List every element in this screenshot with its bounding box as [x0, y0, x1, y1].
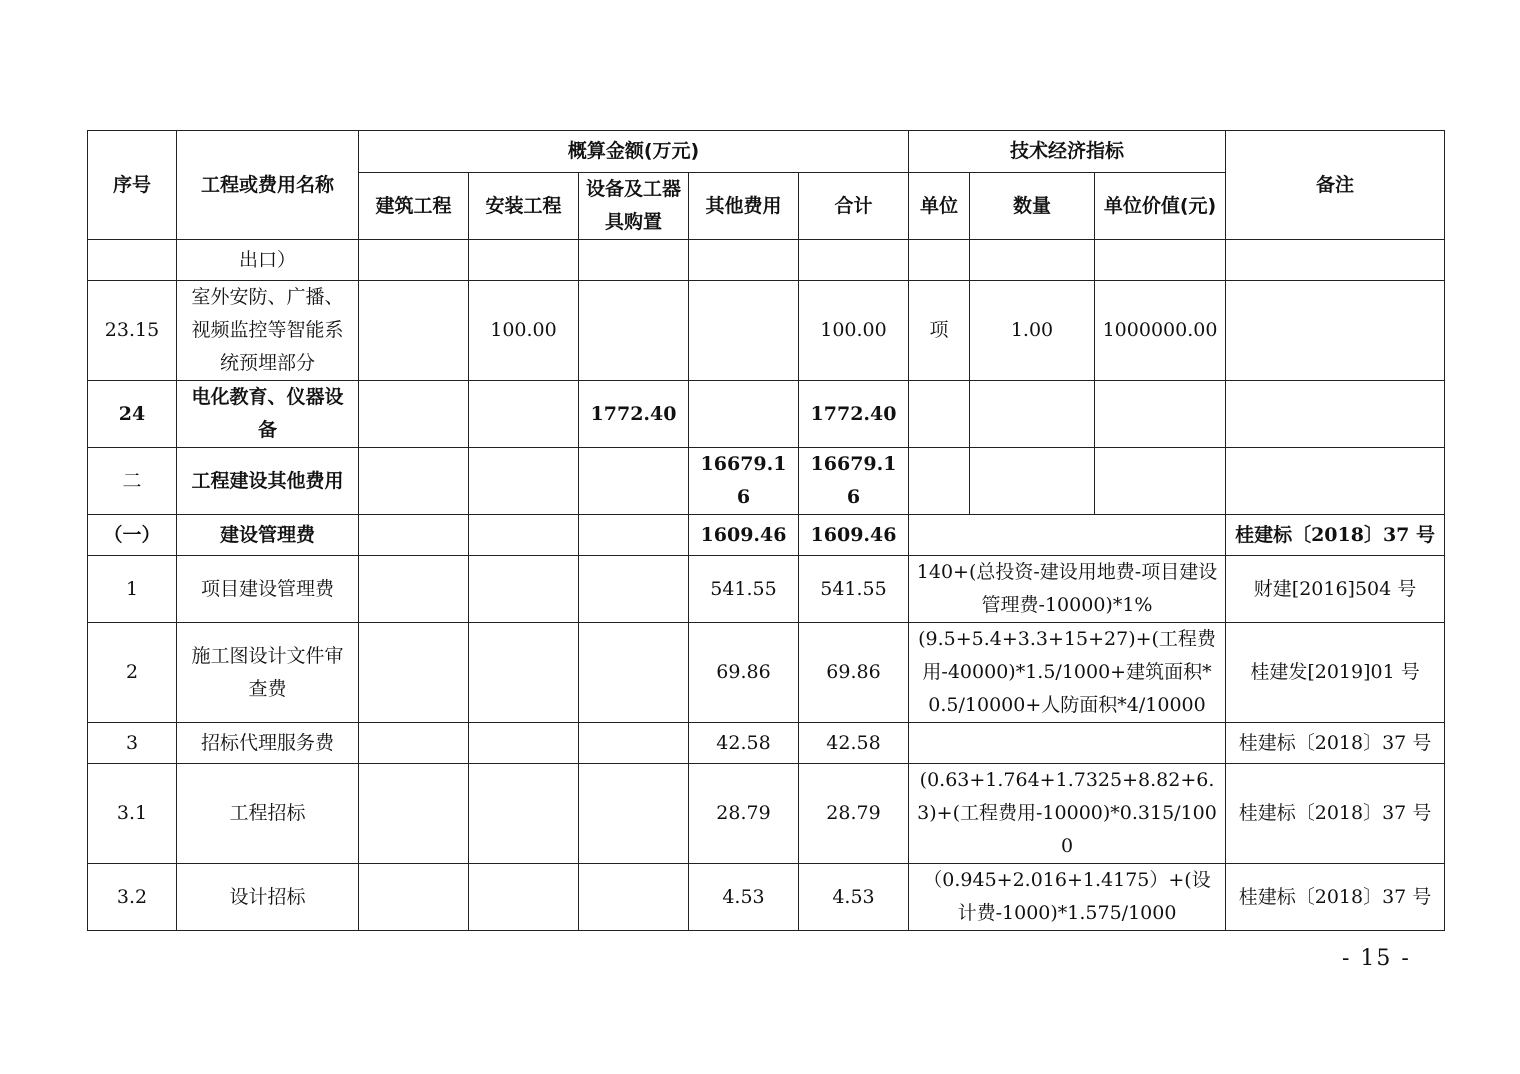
- table-row: [88, 381, 1445, 448]
- cell-remark: [1226, 381, 1445, 448]
- budget-table: [87, 130, 1445, 931]
- cell-name: 建设管理费: [177, 515, 359, 556]
- cell-total: 69.86: [799, 623, 909, 723]
- cell-name: 电化教育、仪器设备: [177, 381, 359, 448]
- cell-construction: [359, 448, 469, 515]
- header-remark: 备注: [1226, 131, 1445, 240]
- cell-name: 招标代理服务费: [177, 723, 359, 764]
- cell-other: 16679.16: [689, 448, 799, 515]
- cell-seq: 2: [88, 623, 177, 723]
- cell-name: 项目建设管理费: [177, 556, 359, 623]
- cell-construction: [359, 281, 469, 381]
- header-construction: 建筑工程: [359, 173, 469, 240]
- cell-seq: [88, 240, 177, 281]
- cell-construction: [359, 723, 469, 764]
- cell-seq: 二: [88, 448, 177, 515]
- cell-quantity: [970, 381, 1095, 448]
- cell-unit-value: 1000000.00: [1095, 281, 1226, 381]
- header-unit-value: 单位价值(元): [1095, 173, 1226, 240]
- table-row: [88, 623, 1445, 723]
- cell-name: 工程招标: [177, 764, 359, 864]
- cell-total: 1772.40: [799, 381, 909, 448]
- cell-formula: (9.5+5.4+3.3+15+27)+(工程费用-40000)*1.5/1000+建筑面积*0.5/10000+人防面积*4/10000: [909, 623, 1226, 723]
- cell-remark: 桂建发[2019]01 号: [1226, 623, 1445, 723]
- cell-other: 1609.46: [689, 515, 799, 556]
- header-installation: 安装工程: [469, 173, 579, 240]
- cell-total: 42.58: [799, 723, 909, 764]
- cell-equipment: [579, 723, 689, 764]
- cell-seq: 3.2: [88, 864, 177, 931]
- cell-quantity: 1.00: [970, 281, 1095, 381]
- cell-construction: [359, 381, 469, 448]
- table-body: [88, 240, 1445, 931]
- cell-unit: [909, 381, 970, 448]
- cell-installation: [469, 448, 579, 515]
- cell-seq: 3: [88, 723, 177, 764]
- cell-construction: [359, 864, 469, 931]
- cell-total: 28.79: [799, 764, 909, 864]
- cell-equipment: [579, 764, 689, 864]
- header-total: 合计: [799, 173, 909, 240]
- cell-name: 设计招标: [177, 864, 359, 931]
- cell-installation: [469, 723, 579, 764]
- table-row: [88, 281, 1445, 381]
- cell-installation: [469, 556, 579, 623]
- cell-total: 1609.46: [799, 515, 909, 556]
- cell-total: 100.00: [799, 281, 909, 381]
- cell-installation: 100.00: [469, 281, 579, 381]
- cell-unit: 项: [909, 281, 970, 381]
- table-row: [88, 864, 1445, 931]
- cell-remark: 桂建标〔2018〕37 号: [1226, 723, 1445, 764]
- table-row: [88, 556, 1445, 623]
- table-row: [88, 723, 1445, 764]
- cell-remark: 桂建标〔2018〕37 号: [1226, 515, 1445, 556]
- cell-name: 室外安防、广播、视频监控等智能系统预埋部分: [177, 281, 359, 381]
- cell-formula: （0.945+2.016+1.4175）+(设计费-1000)*1.575/1000: [909, 864, 1226, 931]
- cell-unit-value: [1095, 448, 1226, 515]
- cell-installation: [469, 764, 579, 864]
- header-name: 工程或费用名称: [177, 131, 359, 240]
- cell-unit: [909, 448, 970, 515]
- table-row: [88, 448, 1445, 515]
- cell-construction: [359, 764, 469, 864]
- cell-total: [799, 240, 909, 281]
- cell-construction: [359, 556, 469, 623]
- cell-remark: 桂建标〔2018〕37 号: [1226, 764, 1445, 864]
- cell-remark: 财建[2016]504 号: [1226, 556, 1445, 623]
- header-seq: 序号: [88, 131, 177, 240]
- cell-seq: 23.15: [88, 281, 177, 381]
- cell-total: 16679.16: [799, 448, 909, 515]
- cell-quantity: [970, 240, 1095, 281]
- cell-equipment: [579, 556, 689, 623]
- cell-construction: [359, 623, 469, 723]
- header-estimate: 概算金额(万元): [359, 131, 909, 173]
- cell-total: 4.53: [799, 864, 909, 931]
- cell-formula: [909, 723, 1226, 764]
- cell-installation: [469, 623, 579, 723]
- cell-equipment: [579, 623, 689, 723]
- cell-unit: [909, 240, 970, 281]
- cell-seq: 1: [88, 556, 177, 623]
- cell-total: 541.55: [799, 556, 909, 623]
- table-header: [88, 131, 1445, 240]
- cell-formula: (0.63+1.764+1.7325+8.82+6.3)+(工程费用-10000)*0.315/1000: [909, 764, 1226, 864]
- header-other: 其他费用: [689, 173, 799, 240]
- cell-other: 28.79: [689, 764, 799, 864]
- cell-other: [689, 240, 799, 281]
- cell-unit-value: [1095, 381, 1226, 448]
- cell-other: 42.58: [689, 723, 799, 764]
- cell-formula: 140+(总投资-建设用地费-项目建设管理费-10000)*1%: [909, 556, 1226, 623]
- cell-installation: [469, 515, 579, 556]
- cell-name: 施工图设计文件审查费: [177, 623, 359, 723]
- header-equipment: 设备及工器具购置: [579, 173, 689, 240]
- header-unit: 单位: [909, 173, 970, 240]
- cell-installation: [469, 864, 579, 931]
- table-row: [88, 240, 1445, 281]
- header-quantity: 数量: [970, 173, 1095, 240]
- cell-other: [689, 281, 799, 381]
- cell-remark: 桂建标〔2018〕37 号: [1226, 864, 1445, 931]
- cell-seq: （一）: [88, 515, 177, 556]
- cell-equipment: [579, 281, 689, 381]
- cell-remark: [1226, 240, 1445, 281]
- cell-construction: [359, 515, 469, 556]
- cell-name: 工程建设其他费用: [177, 448, 359, 515]
- header-indicators: 技术经济指标: [909, 131, 1226, 173]
- cell-equipment: 1772.40: [579, 381, 689, 448]
- cell-installation: [469, 240, 579, 281]
- cell-remark: [1226, 448, 1445, 515]
- cell-seq: 3.1: [88, 764, 177, 864]
- cell-other: 69.86: [689, 623, 799, 723]
- cell-equipment: [579, 448, 689, 515]
- cell-construction: [359, 240, 469, 281]
- cell-name: 出口）: [177, 240, 359, 281]
- cell-quantity: [970, 448, 1095, 515]
- cell-other: 541.55: [689, 556, 799, 623]
- cell-remark: [1226, 281, 1445, 381]
- cell-other: 4.53: [689, 864, 799, 931]
- cell-equipment: [579, 515, 689, 556]
- table-row: [88, 515, 1445, 556]
- page-number: - 15 -: [1342, 946, 1411, 971]
- cell-equipment: [579, 864, 689, 931]
- cell-equipment: [579, 240, 689, 281]
- cell-formula: [909, 515, 1226, 556]
- cell-installation: [469, 381, 579, 448]
- table-row: [88, 764, 1445, 864]
- cell-other: [689, 381, 799, 448]
- cell-unit-value: [1095, 240, 1226, 281]
- cell-seq: 24: [88, 381, 177, 448]
